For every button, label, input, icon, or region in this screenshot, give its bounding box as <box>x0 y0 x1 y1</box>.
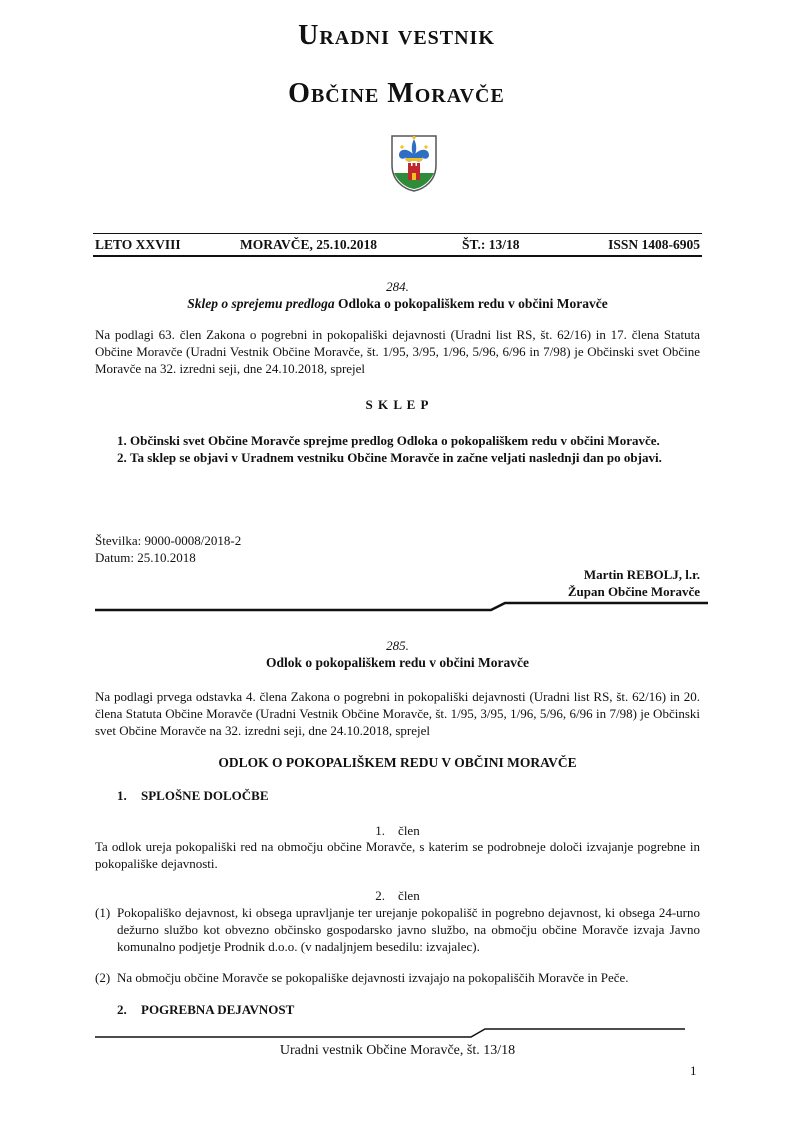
moravce-crest-icon <box>389 133 439 193</box>
footer-rule <box>93 1024 687 1040</box>
act-284-signer-title: Župan Občine Moravče <box>567 584 700 599</box>
page-number: 1 <box>690 1063 697 1078</box>
act-284-title <box>95 296 700 312</box>
masthead-line1: Uradni vestnik <box>298 20 495 51</box>
footer-text: Uradni vestnik Občine Moravče, št. 13/18 <box>279 1043 516 1058</box>
act-285-intro: Na podlagi prvega odstavka 4. člena Zakona o pogrebni in pokopališki dejavnosti (Uradni list RS, št. 62/16) in 20. člena Statuta Občine Moravče (Uradni Vestnik Občine Moravče, št. 1/95, 3/95, 1/96, 5/96, 6/96 in 7/98) je Občinski svet Občine Moravče na 32. izredni seji, dne 24.10.2018, sprejel <box>95 689 700 738</box>
item-text: Ta sklep se objavi v Uradnem vestniku Občine Moravče in začne veljati naslednji dan po objavi. <box>130 450 662 465</box>
act-284-number: 284. <box>386 279 409 294</box>
masthead-title-line2 <box>0 78 793 110</box>
act-284-title-italic: Sklep o sprejemu predloga <box>187 296 335 311</box>
article-1-text: Ta odlok ureja pokopališki red na območju občine Moravče, s katerim se podrobneje določi izvajanje pogrebne in pokopališke dejavnosti. <box>95 839 700 871</box>
paragraph-number: (1) <box>95 905 111 920</box>
act-285-heading: ODLOK O POKOPALIŠKEM REDU V OBČINI MORAVČE <box>218 755 577 770</box>
article-1-label: 1. člen <box>375 823 420 838</box>
info-issue: ŠT.: 13/18 <box>462 237 520 252</box>
paragraph-text: Pokopališko dejavnost, ki obsega upravljanje ter urejanje pokopališč in pogrebno dejavnost, ki obsega 24-urno dežurno službo kot obvezno občinsko gospodarsko javno službo, na območju občine Moravče izvaja Javno komunalno podjetje Prodnik d.o.o. (v nadaljnjem besedilu: izvajalec). <box>117 905 700 954</box>
list-item <box>95 449 700 466</box>
list-item <box>95 432 700 449</box>
info-bar-bottom-rule <box>93 255 702 257</box>
masthead-line2: Občine Moravče <box>288 78 505 109</box>
paragraph-text: Na območju občine Moravče se pokopališke dejavnosti izvajajo na pokopališčih Moravče in Peče. <box>117 970 629 985</box>
section-2-number: 2. <box>117 1002 127 1017</box>
section-separator <box>93 600 710 614</box>
section-1-number: 1. <box>117 788 127 803</box>
article-2-paragraph-1 <box>95 904 700 955</box>
act-284-title-rest: Odloka o pokopališkem redu v občini Moravče <box>334 296 608 311</box>
article-2-label: 2. člen <box>375 888 420 903</box>
section-1-title: SPLOŠNE DOLOČBE <box>141 788 269 803</box>
act-284-number-ref: Številka: 9000-0008/2018-2 <box>95 533 242 548</box>
item-text: Občinski svet Občine Moravče sprejme predlog Odloka o pokopališkem redu v občini Moravče. <box>130 433 660 448</box>
act-284-signer: Martin REBOLJ, l.r. <box>583 567 700 582</box>
act-285-title: Odlok o pokopališkem redu v občini Moravče <box>265 655 530 670</box>
item-number: 2. <box>117 450 127 465</box>
act-284-heading: S K L E P <box>365 397 430 412</box>
info-bar <box>95 234 700 256</box>
info-issn: ISSN 1408-6905 <box>608 237 700 252</box>
article-2-paragraph-2 <box>95 969 700 986</box>
act-284-intro: Na podlagi 63. člen Zakona o pogrebni in pokopališki dejavnosti (Uradni list RS, št. 62/16) in 17. člena Statuta Občine Moravče (Uradni Vestnik Občine Moravče, št. 1/95, 3/95, 1/96, 5/96, 6/96 in 7/98) je Občinski svet Občine Moravče na 32. izredni seji, dne 24.10.2018, sprejel <box>95 327 700 376</box>
act-284-date-ref: Datum: 25.10.2018 <box>95 550 196 565</box>
act-285-number: 285. <box>386 638 409 653</box>
item-number: 1. <box>117 433 127 448</box>
info-place-date: MORAVČE, 25.10.2018 <box>240 237 378 252</box>
act-284-items <box>95 432 700 466</box>
paragraph-number: (2) <box>95 970 111 985</box>
masthead-title-line1 <box>0 20 793 52</box>
info-year: LETO XXVIII <box>95 237 181 252</box>
section-2-title: POGREBNA DEJAVNOST <box>141 1002 295 1017</box>
